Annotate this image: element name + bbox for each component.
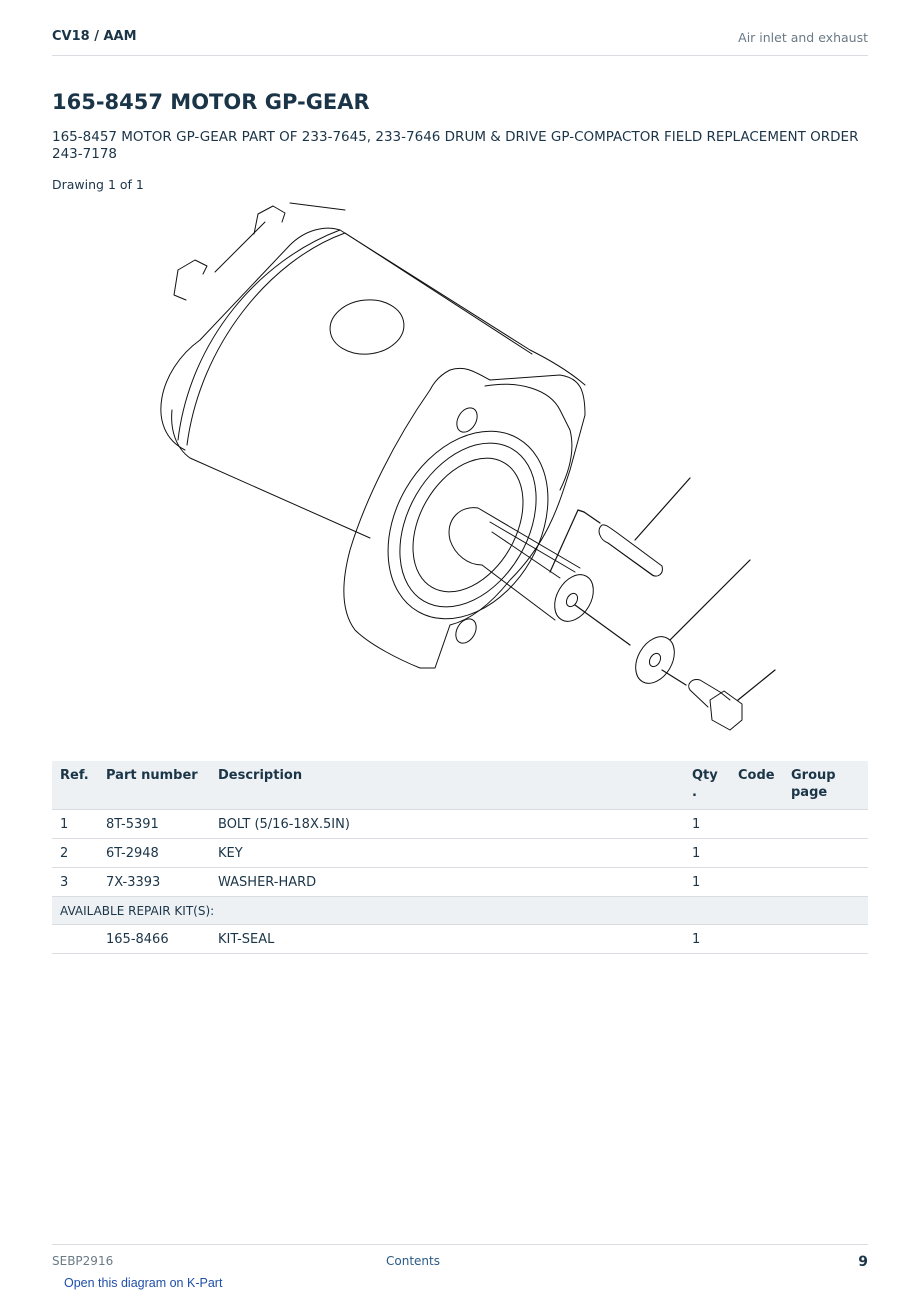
table-row <box>52 810 868 839</box>
shaft-drawing <box>449 508 601 629</box>
cell-code <box>730 810 783 839</box>
cell-description: KIT-SEAL <box>210 925 684 954</box>
cell-group-page <box>783 839 868 868</box>
contents-link[interactable]: Contents <box>386 1254 440 1268</box>
cell-code <box>730 925 783 954</box>
table-header-row <box>52 761 868 810</box>
key-drawing <box>599 525 662 576</box>
cell-part-number: 165-8466 <box>98 925 210 954</box>
column-header-ref: Ref. <box>52 761 98 810</box>
cell-qty: 1 <box>684 868 730 897</box>
page-footer <box>52 1244 868 1270</box>
breadcrumb: CV18 / AAM <box>52 29 137 44</box>
cell-code <box>730 839 783 868</box>
cell-description: WASHER-HARD <box>210 868 684 897</box>
washer-drawing <box>628 630 682 690</box>
parts-table <box>52 761 868 954</box>
cell-code <box>730 868 783 897</box>
section-title: Air inlet and exhaust <box>738 30 868 45</box>
column-header-description: Description <box>210 761 684 810</box>
cell-ref: 1 <box>52 810 98 839</box>
cell-part-number: 6T-2948 <box>98 839 210 868</box>
document-id: SEBP2916 <box>52 1254 114 1268</box>
page-header <box>52 28 868 56</box>
cell-part-number: 7X-3393 <box>98 868 210 897</box>
page-number: 9 <box>858 1254 868 1270</box>
column-header-code: Code <box>730 761 783 810</box>
column-header-part-number: Part number <box>98 761 210 810</box>
cell-group-page <box>783 925 868 954</box>
table-row <box>52 839 868 868</box>
open-in-kpart-link[interactable]: Open this diagram on K-Part <box>64 1276 223 1290</box>
page-title: 165-8457 MOTOR GP-GEAR <box>52 90 370 114</box>
cell-group-page <box>783 810 868 839</box>
cell-qty: 1 <box>684 839 730 868</box>
bolt-drawing <box>689 680 742 730</box>
callout-leader-lines <box>550 478 775 700</box>
cell-description: BOLT (5/16-18X.5IN) <box>210 810 684 839</box>
column-header-qty: Qty . <box>684 761 730 810</box>
drawing-label: Drawing 1 of 1 <box>52 177 144 192</box>
cell-description: KEY <box>210 839 684 868</box>
cell-ref: 2 <box>52 839 98 868</box>
cell-group-page <box>783 868 868 897</box>
cell-ref: 3 <box>52 868 98 897</box>
cell-ref <box>52 925 98 954</box>
cell-qty: 1 <box>684 810 730 839</box>
cell-part-number: 8T-5391 <box>98 810 210 839</box>
table-row <box>52 868 868 897</box>
flange-drawing <box>344 368 585 668</box>
column-header-group-page: Group page <box>783 761 868 810</box>
page-subtitle: 165-8457 MOTOR GP-GEAR PART OF 233-7645, 233-7646 DRUM & DRIVE GP-COMPACTOR FIELD REPLACEMENT ORDER 243-7178 <box>52 129 859 162</box>
repair-kit-header-row <box>52 897 868 925</box>
table-row <box>52 925 868 954</box>
repair-kit-header: AVAILABLE REPAIR KIT(S): <box>52 897 868 925</box>
cell-qty: 1 <box>684 925 730 954</box>
exploded-parts-diagram <box>130 200 790 745</box>
